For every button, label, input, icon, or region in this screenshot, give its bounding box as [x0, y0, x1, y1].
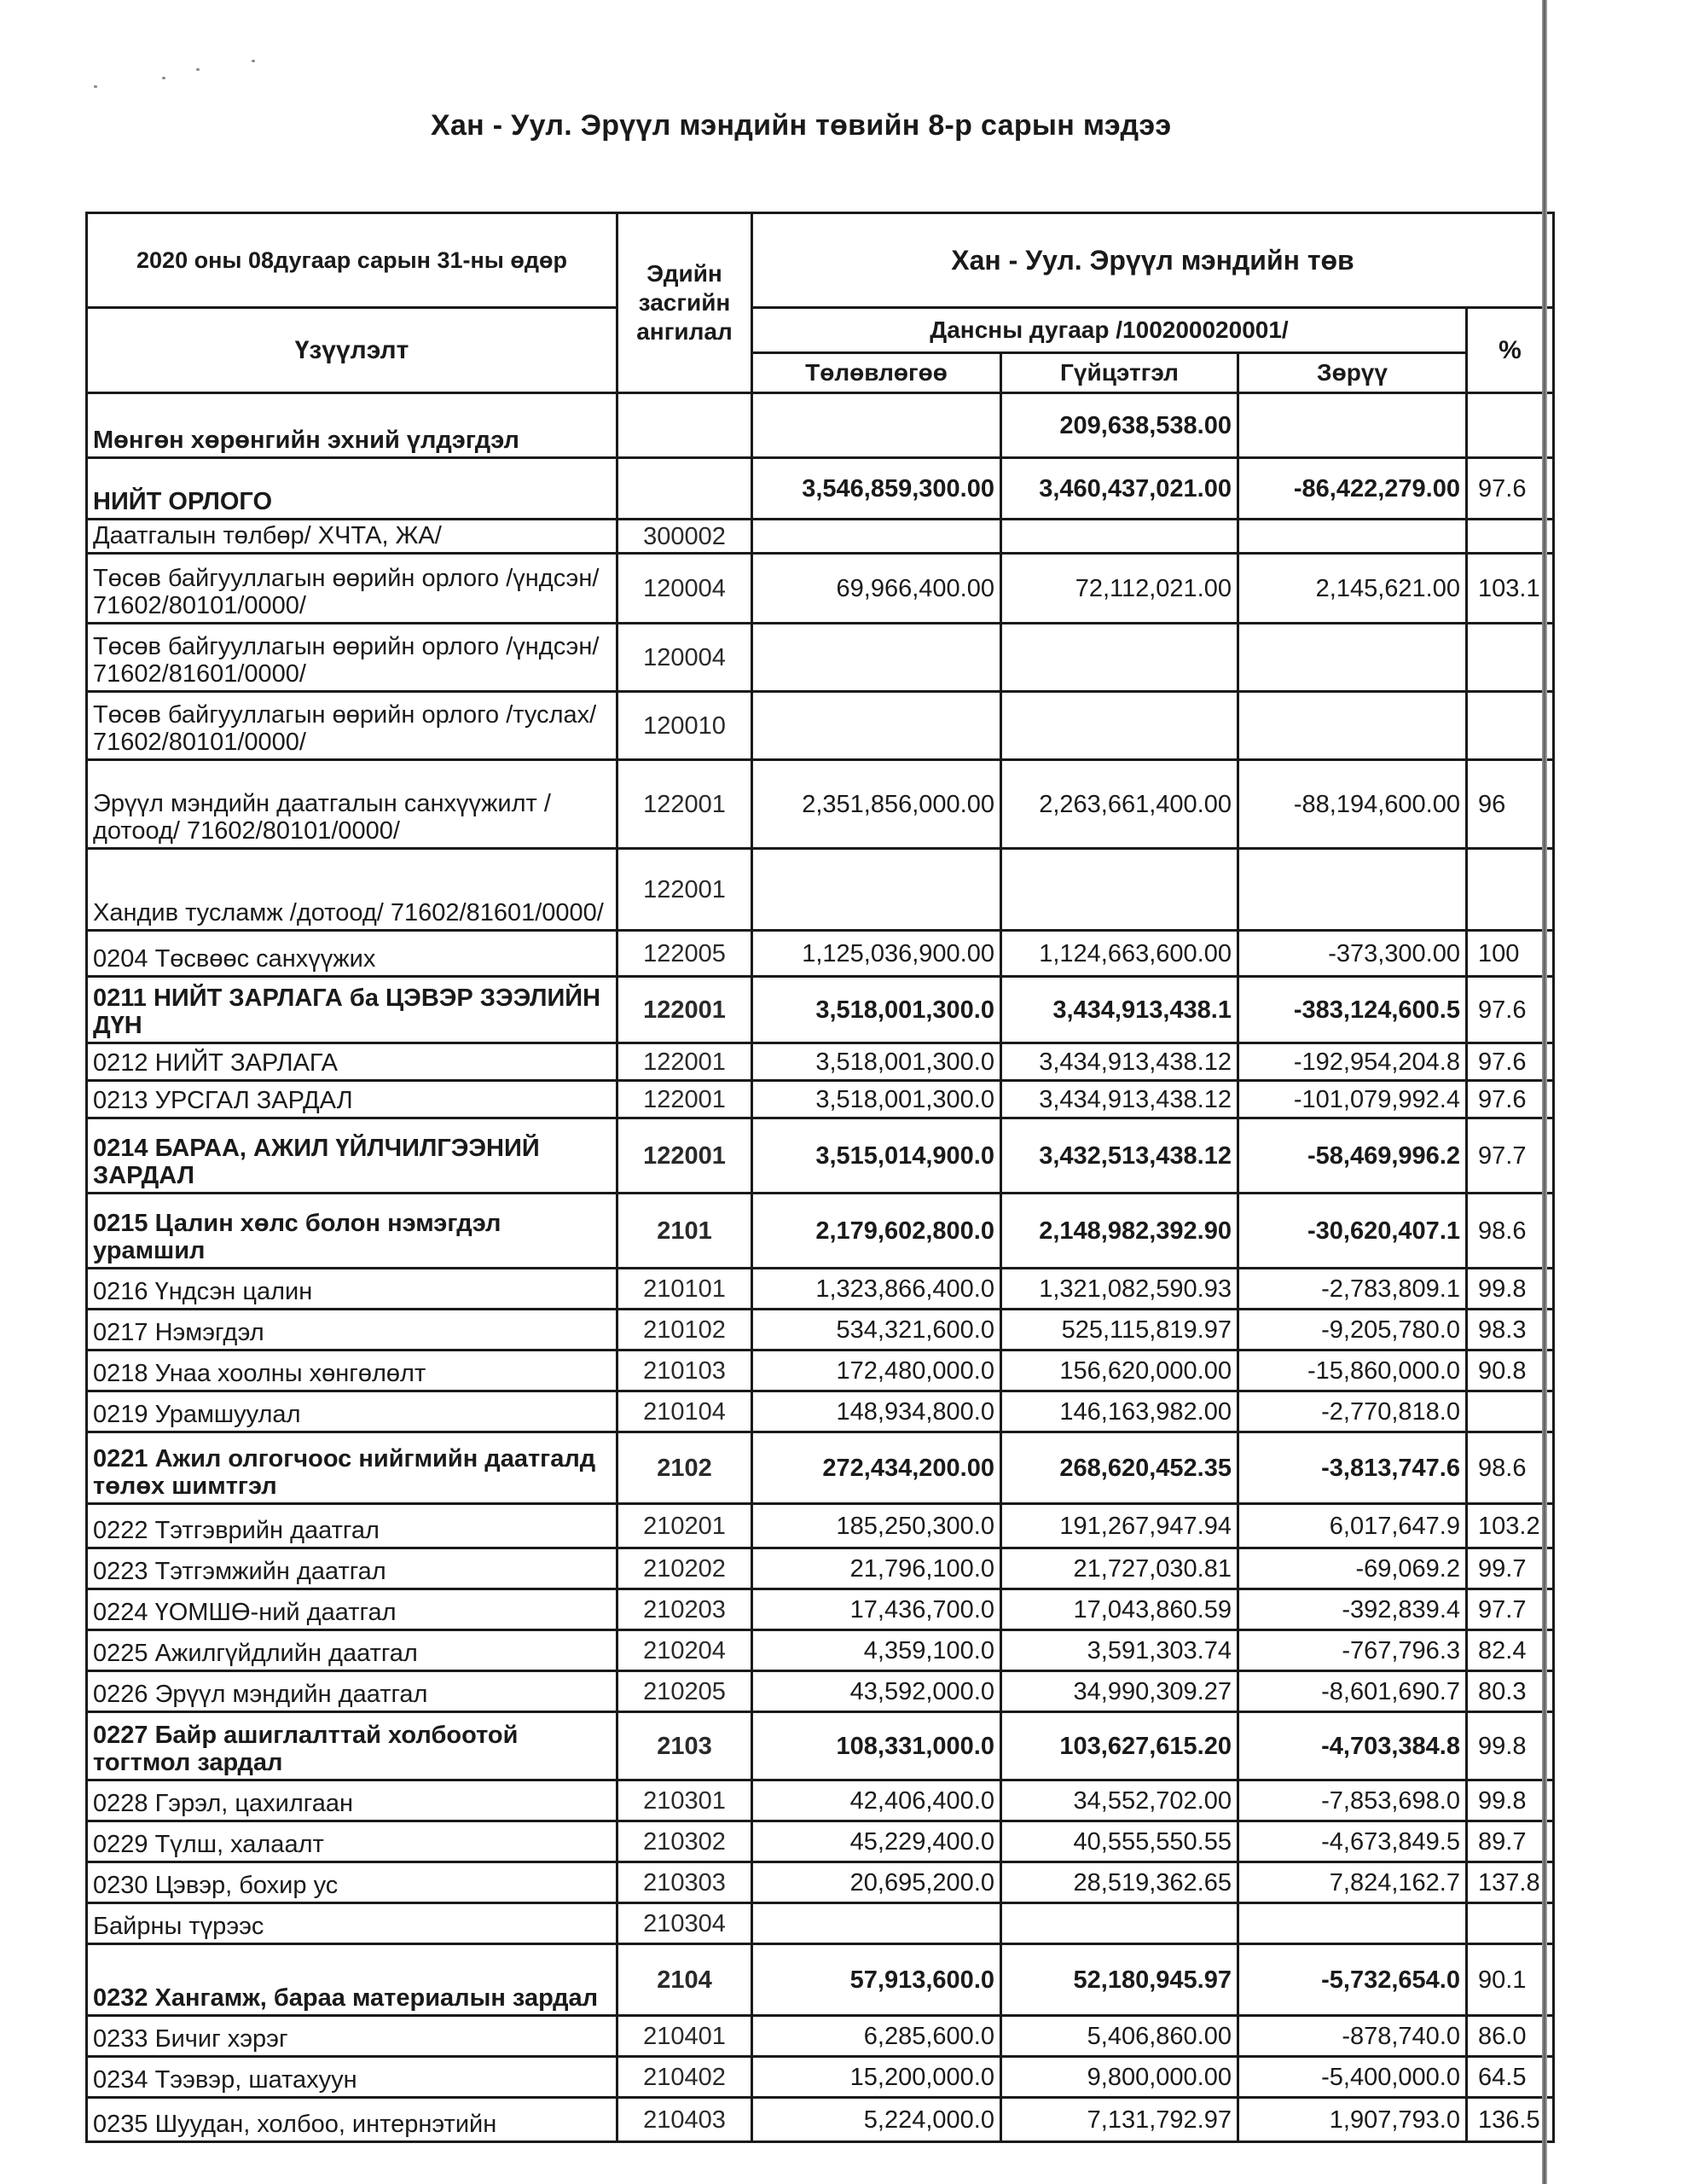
row-actual	[1001, 520, 1238, 554]
row-percent: 82.4	[1467, 1630, 1554, 1671]
table-row	[87, 2016, 1554, 2057]
row-actual: 2,263,661,400.00	[1001, 760, 1238, 849]
row-actual	[1001, 692, 1238, 760]
row-name: 0225 Ажилгүйдлийн даатгал	[87, 1630, 617, 1671]
row-difference: -392,839.4	[1238, 1589, 1467, 1630]
row-percent: 98.6	[1467, 1194, 1554, 1269]
row-actual: 34,990,309.27	[1001, 1671, 1238, 1712]
table-row	[87, 554, 1554, 624]
row-code: 2104	[617, 1944, 752, 2016]
row-actual	[1001, 849, 1238, 931]
row-percent: 97.7	[1467, 1589, 1554, 1630]
row-difference: -767,796.3	[1238, 1630, 1467, 1671]
table-row	[87, 1780, 1554, 1821]
row-name: Байрны түрээс	[87, 1903, 617, 1944]
row-plan: 172,480,000.0	[752, 1350, 1001, 1391]
row-percent: 64.5	[1467, 2057, 1554, 2098]
row-name: Төсөв байгууллагын өөрийн орлого /үндсэн/ 71602/80101/0000/	[87, 554, 617, 624]
row-plan	[752, 692, 1001, 760]
table-row	[87, 1903, 1554, 1944]
row-plan: 1,323,866,400.0	[752, 1269, 1001, 1310]
row-percent: 96	[1467, 760, 1554, 849]
scan-specks	[85, 51, 307, 102]
table-row	[87, 931, 1554, 977]
row-code: 122001	[617, 1081, 752, 1118]
row-plan: 43,592,000.0	[752, 1671, 1001, 1712]
row-percent: 98.3	[1467, 1310, 1554, 1350]
classification-header: Эдийн засгийн ангилал	[617, 213, 752, 393]
row-actual: 9,800,000.00	[1001, 2057, 1238, 2098]
row-difference: -192,954,204.8	[1238, 1043, 1467, 1081]
row-name: 0224 ҮОМШӨ-ний даатгал	[87, 1589, 617, 1630]
row-percent: 90.1	[1467, 1944, 1554, 2016]
row-percent: 137.8	[1467, 1862, 1554, 1903]
row-difference: -58,469,996.2	[1238, 1118, 1467, 1194]
table-row	[87, 1391, 1554, 1432]
row-name: 0226 Эрүүл мэндийн даатгал	[87, 1671, 617, 1712]
row-code: 122005	[617, 931, 752, 977]
row-actual: 3,460,437,021.00	[1001, 458, 1238, 520]
row-difference: -2,770,818.0	[1238, 1391, 1467, 1432]
table-row	[87, 2098, 1554, 2142]
table-row	[87, 1310, 1554, 1350]
row-actual: 3,434,913,438.1	[1001, 977, 1238, 1043]
row-difference: -7,853,698.0	[1238, 1780, 1467, 1821]
row-actual: 1,321,082,590.93	[1001, 1269, 1238, 1310]
row-plan	[752, 624, 1001, 692]
row-code: 122001	[617, 849, 752, 931]
row-code: 210102	[617, 1310, 752, 1350]
row-percent: 97.6	[1467, 977, 1554, 1043]
row-difference: 2,145,621.00	[1238, 554, 1467, 624]
table-row	[87, 692, 1554, 760]
table-row	[87, 1350, 1554, 1391]
row-actual: 21,727,030.81	[1001, 1548, 1238, 1589]
table-row	[87, 1504, 1554, 1548]
row-name: 0230 Цэвэр, бохир ус	[87, 1862, 617, 1903]
row-plan: 185,250,300.0	[752, 1504, 1001, 1548]
row-percent	[1467, 624, 1554, 692]
row-difference: -101,079,992.4	[1238, 1081, 1467, 1118]
row-percent: 80.3	[1467, 1671, 1554, 1712]
table-row	[87, 520, 1554, 554]
row-plan	[752, 1903, 1001, 1944]
row-percent	[1467, 1903, 1554, 1944]
row-name: Даатгалын төлбөр/ ХЧТА, ЖА/	[87, 520, 617, 554]
percent-header: %	[1467, 308, 1554, 393]
row-difference	[1238, 624, 1467, 692]
row-code: 300002	[617, 520, 752, 554]
row-name: 0212 НИЙТ ЗАРЛАГА	[87, 1043, 617, 1081]
row-actual: 5,406,860.00	[1001, 2016, 1238, 2057]
row-difference: -69,069.2	[1238, 1548, 1467, 1589]
row-name: 0204 Төсвөөс санхүүжих	[87, 931, 617, 977]
table-row	[87, 849, 1554, 931]
row-difference: -5,400,000.0	[1238, 2057, 1467, 2098]
row-name: 0223 Тэтгэмжийн даатгал	[87, 1548, 617, 1589]
table-row	[87, 760, 1554, 849]
row-actual: 34,552,702.00	[1001, 1780, 1238, 1821]
row-difference: -5,732,654.0	[1238, 1944, 1467, 2016]
row-actual: 146,163,982.00	[1001, 1391, 1238, 1432]
row-plan: 5,224,000.0	[752, 2098, 1001, 2142]
row-plan: 3,515,014,900.0	[752, 1118, 1001, 1194]
actual-header: Гүйцэтгэл	[1001, 353, 1238, 393]
row-plan	[752, 393, 1001, 458]
row-plan: 2,351,856,000.00	[752, 760, 1001, 849]
row-percent: 98.6	[1467, 1432, 1554, 1504]
row-difference: -383,124,600.5	[1238, 977, 1467, 1043]
row-code: 122001	[617, 977, 752, 1043]
row-name: 0213 УРСГАЛ ЗАРДАЛ	[87, 1081, 617, 1118]
row-actual: 17,043,860.59	[1001, 1589, 1238, 1630]
table-row	[87, 393, 1554, 458]
row-difference: -8,601,690.7	[1238, 1671, 1467, 1712]
row-code: 2101	[617, 1194, 752, 1269]
table-row	[87, 1630, 1554, 1671]
row-plan: 45,229,400.0	[752, 1821, 1001, 1862]
row-name: Мөнгөн хөрөнгийн эхний үлдэгдэл	[87, 393, 617, 458]
row-plan: 20,695,200.0	[752, 1862, 1001, 1903]
row-percent: 99.8	[1467, 1269, 1554, 1310]
row-percent: 89.7	[1467, 1821, 1554, 1862]
row-name: 0216 Үндсэн цалин	[87, 1269, 617, 1310]
row-difference: -86,422,279.00	[1238, 458, 1467, 520]
row-actual: 191,267,947.94	[1001, 1504, 1238, 1548]
row-difference	[1238, 692, 1467, 760]
account-header: Дансны дугаар /100200020001/	[752, 308, 1467, 353]
row-percent: 97.6	[1467, 458, 1554, 520]
row-code: 210204	[617, 1630, 752, 1671]
row-actual: 40,555,550.55	[1001, 1821, 1238, 1862]
row-code	[617, 393, 752, 458]
row-name: 0218 Унаа хоолны хөнгөлөлт	[87, 1350, 617, 1391]
table-row	[87, 624, 1554, 692]
row-code: 210205	[617, 1671, 752, 1712]
row-percent: 86.0	[1467, 2016, 1554, 2057]
row-difference: -2,783,809.1	[1238, 1269, 1467, 1310]
report-body	[87, 393, 1554, 2142]
row-difference	[1238, 393, 1467, 458]
row-name: 0219 Урамшуулал	[87, 1391, 617, 1432]
row-actual: 52,180,945.97	[1001, 1944, 1238, 2016]
row-plan: 3,518,001,300.0	[752, 1043, 1001, 1081]
row-name: 0211 НИЙТ ЗАРЛАГА ба ЦЭВЭР ЗЭЭЛИЙН ДҮН	[87, 977, 617, 1043]
row-plan: 1,125,036,900.00	[752, 931, 1001, 977]
table-row	[87, 458, 1554, 520]
row-name: 0217 Нэмэгдэл	[87, 1310, 617, 1350]
table-row	[87, 1712, 1554, 1780]
row-percent: 136.5	[1467, 2098, 1554, 2142]
row-actual	[1001, 624, 1238, 692]
row-code: 120004	[617, 624, 752, 692]
row-plan: 108,331,000.0	[752, 1712, 1001, 1780]
row-actual: 3,432,513,438.12	[1001, 1118, 1238, 1194]
row-difference: -373,300.00	[1238, 931, 1467, 977]
row-actual: 28,519,362.65	[1001, 1862, 1238, 1903]
row-plan: 15,200,000.0	[752, 2057, 1001, 2098]
row-plan: 69,966,400.00	[752, 554, 1001, 624]
row-percent: 99.8	[1467, 1780, 1554, 1821]
table-row	[87, 1081, 1554, 1118]
row-name: 0235 Шуудан, холбоо, интернэтийн	[87, 2098, 617, 2142]
table-row	[87, 1671, 1554, 1712]
table-row	[87, 977, 1554, 1043]
row-plan: 4,359,100.0	[752, 1630, 1001, 1671]
row-code: 210101	[617, 1269, 752, 1310]
row-percent: 99.7	[1467, 1548, 1554, 1589]
row-difference: 1,907,793.0	[1238, 2098, 1467, 2142]
row-code: 210202	[617, 1548, 752, 1589]
row-code: 122001	[617, 1118, 752, 1194]
row-plan	[752, 520, 1001, 554]
indicator-header: Үзүүлэлт	[87, 308, 617, 393]
row-difference	[1238, 849, 1467, 931]
row-plan: 3,518,001,300.0	[752, 1081, 1001, 1118]
row-plan	[752, 849, 1001, 931]
table-row	[87, 1194, 1554, 1269]
row-difference: 6,017,647.9	[1238, 1504, 1467, 1548]
row-percent: 90.8	[1467, 1350, 1554, 1391]
row-percent: 99.8	[1467, 1712, 1554, 1780]
row-code: 2103	[617, 1712, 752, 1780]
row-code: 122001	[617, 760, 752, 849]
document-title: Хан - Уул. Эрүүл мэндийн төвийн 8-р сарын мэдээ	[431, 109, 1172, 142]
row-difference: 7,824,162.7	[1238, 1862, 1467, 1903]
row-code: 120004	[617, 554, 752, 624]
row-percent: 103.1	[1467, 554, 1554, 624]
row-plan: 3,546,859,300.00	[752, 458, 1001, 520]
row-code: 210402	[617, 2057, 752, 2098]
row-plan: 6,285,600.0	[752, 2016, 1001, 2057]
row-percent: 97.7	[1467, 1118, 1554, 1194]
row-actual: 7,131,792.97	[1001, 2098, 1238, 2142]
row-difference	[1238, 520, 1467, 554]
table-row	[87, 1548, 1554, 1589]
row-name: 0215 Цалин хөлс болон нэмэгдэл урамшил	[87, 1194, 617, 1269]
row-name: 0222 Тэтгэврийн даатгал	[87, 1504, 617, 1548]
row-code: 122001	[617, 1043, 752, 1081]
row-name: 0228 Гэрэл, цахилгаан	[87, 1780, 617, 1821]
row-percent	[1467, 520, 1554, 554]
row-code: 210403	[617, 2098, 752, 2142]
row-difference: -4,703,384.8	[1238, 1712, 1467, 1780]
row-difference: -9,205,780.0	[1238, 1310, 1467, 1350]
row-name: 0233 Бичиг хэрэг	[87, 2016, 617, 2057]
difference-header: Зөрүү	[1238, 353, 1467, 393]
row-name: Эрүүл мэндийн даатгалын санхүүжилт /дотоод/ 71602/80101/0000/	[87, 760, 617, 849]
row-plan: 17,436,700.0	[752, 1589, 1001, 1630]
row-actual: 525,115,819.97	[1001, 1310, 1238, 1350]
row-actual: 3,434,913,438.12	[1001, 1081, 1238, 1118]
row-code: 210303	[617, 1862, 752, 1903]
row-plan: 148,934,800.0	[752, 1391, 1001, 1432]
row-code: 120010	[617, 692, 752, 760]
row-code	[617, 458, 752, 520]
row-difference: -4,673,849.5	[1238, 1821, 1467, 1862]
row-name: Хандив тусламж /дотоод/ 71602/81601/0000/	[87, 849, 617, 931]
row-code: 210301	[617, 1780, 752, 1821]
row-name: 0229 Түлш, халаалт	[87, 1821, 617, 1862]
row-actual: 2,148,982,392.90	[1001, 1194, 1238, 1269]
table-row	[87, 1944, 1554, 2016]
row-percent	[1467, 393, 1554, 458]
row-difference: -3,813,747.6	[1238, 1432, 1467, 1504]
row-actual: 3,434,913,438.12	[1001, 1043, 1238, 1081]
table-row	[87, 2057, 1554, 2098]
row-plan: 57,913,600.0	[752, 1944, 1001, 2016]
table-row	[87, 1821, 1554, 1862]
table-row	[87, 1862, 1554, 1903]
organization-header: Хан - Уул. Эрүүл мэндийн төв	[752, 213, 1554, 308]
row-code: 210302	[617, 1821, 752, 1862]
row-percent: 97.6	[1467, 1081, 1554, 1118]
row-actual: 3,591,303.74	[1001, 1630, 1238, 1671]
row-name: 0221 Ажил олгогчоос нийгмийн даатгалд төлөх шимтгэл	[87, 1432, 617, 1504]
row-actual: 156,620,000.00	[1001, 1350, 1238, 1391]
table-row	[87, 1118, 1554, 1194]
report-date-header: 2020 оны 08дугаар сарын 31-ны өдөр	[87, 213, 617, 308]
row-actual: 209,638,538.00	[1001, 393, 1238, 458]
row-actual: 1,124,663,600.00	[1001, 931, 1238, 977]
table-row	[87, 1269, 1554, 1310]
row-code: 210201	[617, 1504, 752, 1548]
row-name: Төсөв байгууллагын өөрийн орлого /туслах/ 71602/80101/0000/	[87, 692, 617, 760]
table-row	[87, 1589, 1554, 1630]
scan-edge-line	[1542, 0, 1547, 2184]
row-name: НИЙТ ОРЛОГО	[87, 458, 617, 520]
report-table	[85, 212, 1555, 2143]
row-actual: 268,620,452.35	[1001, 1432, 1238, 1504]
row-code: 210304	[617, 1903, 752, 1944]
row-plan: 534,321,600.0	[752, 1310, 1001, 1350]
row-actual: 72,112,021.00	[1001, 554, 1238, 624]
row-percent: 103.2	[1467, 1504, 1554, 1548]
row-percent	[1467, 692, 1554, 760]
row-name: 0232 Хангамж, бараа материалын зардал	[87, 1944, 617, 2016]
row-plan: 2,179,602,800.0	[752, 1194, 1001, 1269]
row-code: 210401	[617, 2016, 752, 2057]
row-name: 0227 Байр ашиглалттай холбоотой тогтмол зардал	[87, 1712, 617, 1780]
row-difference	[1238, 1903, 1467, 1944]
row-name: Төсөв байгууллагын өөрийн орлого /үндсэн/ 71602/81601/0000/	[87, 624, 617, 692]
row-percent: 97.6	[1467, 1043, 1554, 1081]
table-row	[87, 1043, 1554, 1081]
row-plan: 272,434,200.00	[752, 1432, 1001, 1504]
row-percent: 100	[1467, 931, 1554, 977]
table-row	[87, 1432, 1554, 1504]
row-difference: -15,860,000.0	[1238, 1350, 1467, 1391]
row-name: 0214 БАРАА, АЖИЛ ҮЙЛЧИЛГЭЭНИЙ ЗАРДАЛ	[87, 1118, 617, 1194]
row-code: 210104	[617, 1391, 752, 1432]
row-name: 0234 Тээвэр, шатахуун	[87, 2057, 617, 2098]
row-percent	[1467, 849, 1554, 931]
row-code: 210103	[617, 1350, 752, 1391]
plan-header: Төлөвлөгөө	[752, 353, 1001, 393]
row-actual	[1001, 1903, 1238, 1944]
row-plan: 42,406,400.0	[752, 1780, 1001, 1821]
row-plan: 21,796,100.0	[752, 1548, 1001, 1589]
row-difference: -30,620,407.1	[1238, 1194, 1467, 1269]
row-code: 210203	[617, 1589, 752, 1630]
row-difference: -88,194,600.00	[1238, 760, 1467, 849]
row-difference: -878,740.0	[1238, 2016, 1467, 2057]
row-actual: 103,627,615.20	[1001, 1712, 1238, 1780]
row-plan: 3,518,001,300.0	[752, 977, 1001, 1043]
row-code: 2102	[617, 1432, 752, 1504]
row-percent	[1467, 1391, 1554, 1432]
